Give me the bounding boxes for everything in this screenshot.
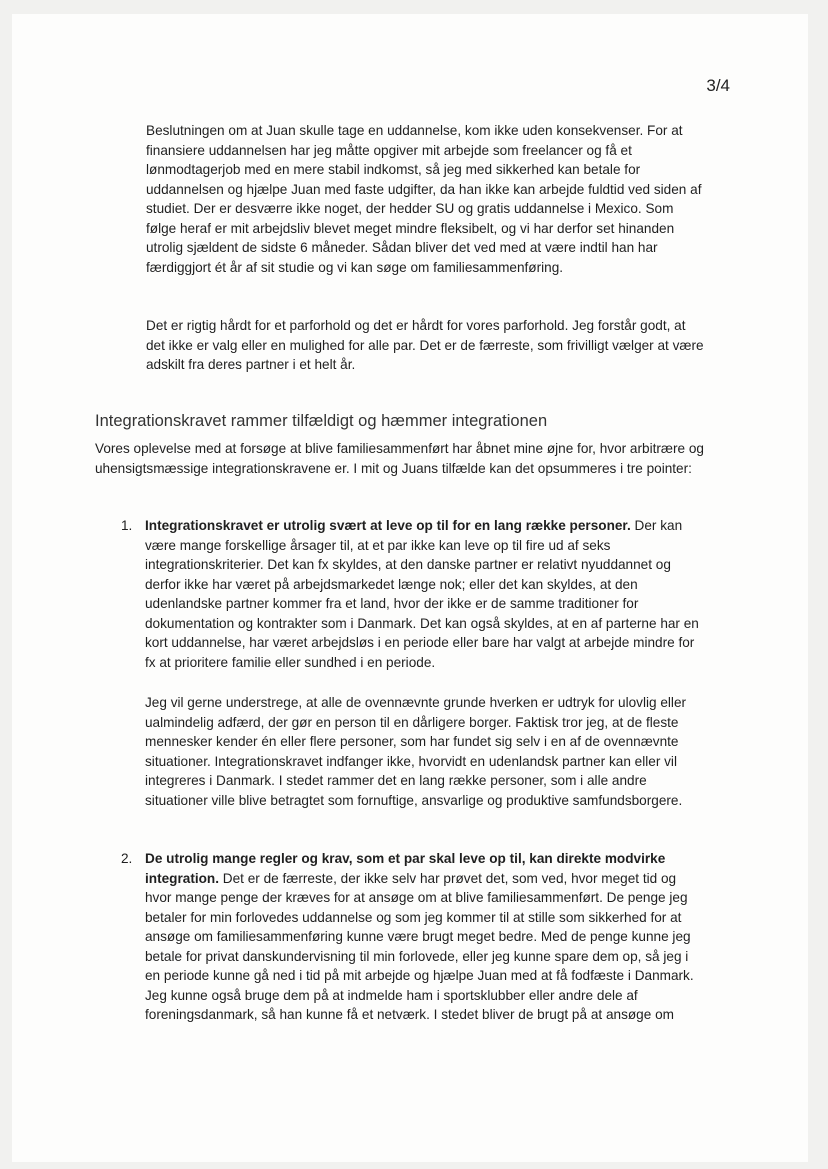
section-heading: Integrationskravet rammer tilfældigt og hæmmer integrationen xyxy=(95,412,548,430)
body-paragraph: Det er rigtig hårdt for et parforhold og det er hårdt for vores parforhold. Jeg forstår godt, at det ikke er valg eller en mulighed for alle par. Det er de færreste, som frivilligt vælger at være adskilt fra deres partner i et helt år. xyxy=(146,318,704,372)
list-item-text: Der kan være mange forskellige årsager til, at et par ikke kan leve op til fire ud af seks integrationskriterier. Det kan fx skyldes, at den danske partner er relativt nyuddannet og derfor ikke har været på arbejdsmarkedet længe nok; eller det kan skyldes, at den udenlandske partner kommer fra et land, hvor der ikke er de samme traditioner for dokumentation og kontrakter som i Danmark. Det kan også skyldes, at en af parterne har en kort uddannelse, har været arbejdsløs i en periode eller bare har valgt at arbejde mindre for fx at prioritere familie eller sundhed i en periode. xyxy=(145,518,699,670)
list-item-lead: Integrationskravet er utrolig svært at leve op til for en lang række personer. xyxy=(145,518,631,533)
body-paragraph: Beslutningen om at Juan skulle tage en uddannelse, kom ikke uden konsekvenser. For at finansiere uddannelsen har jeg måtte opgiver mit arbejde som freelancer og få et lønmodtagerjob med en mere stabil indkomst, så jeg med sikkerhed kan betale for uddannelsen og hjælpe Juan med faste udgifter, da han ikke kan arbejde fuldtid ved siden af studiet. Der er desværre ikke noget, der hedder SU og gratis uddannelse i Mexico. Som følge heraf er mit arbejdsliv blevet meget mindre fleksibelt, og vi har derfor set hinanden utrolig sjældent de sidste 6 måneder. Sådan bliver det ved med at være indtil han har færdiggjort ét år af sit studie og vi kan søge om familiesammenføring. xyxy=(146,123,702,275)
list-item-text: Det er de færreste, der ikke selv har prøvet det, som ved, hvor meget tid og hvor mange penge der kræves for at ansøge om at blive familiesammenført. De penge jeg betaler for min forlovedes uddannelse og som jeg kommer til at stille som sikkerhed for at ansøge om familiesammenføring kunne være brugt meget bedre. Med de penge kunne jeg betale for privat danskundervisning til min forlovede, eller jeg kunne spare dem op, så jeg i en periode kunne gå ned i tid på mit arbejde og hjælpe Juan med at få fodfæste i Danmark. Jeg kunne også bruge dem på at indmelde ham i sportsklubber eller andre dele af foreningsdanmark, så han kunne få et netværk. I stedet bliver de brugt på at ansøge om xyxy=(145,870,694,1022)
list-number: 1. xyxy=(121,518,133,533)
list-item xyxy=(121,849,705,1025)
list-item-lead: De utrolig mange regler og krav, som et par skal leve op til, kan direkte modvirke integration. xyxy=(145,851,666,886)
page-number: 3/4 xyxy=(706,76,730,95)
list-item xyxy=(121,516,705,672)
intro-paragraph: Vores oplevelse med at forsøge at blive familiesammenført har åbnet mine øjne for, hvor arbitrære og uhensigtsmæssige integrationskravene er. I mit og Juans tilfælde kan det opsummeres i tre pointer: xyxy=(95,441,704,476)
list-item-followup: Jeg vil gerne understrege, at alle de ovennævnte grunde hverken er udtryk for ulovlig eller ualmindelig adfærd, der gør en person til en dårligere borger. Faktisk tror jeg, at de fleste mennesker kender én eller flere personer, som har fundet sig selv i en af de ovennævnte situationer. Integrationskravet indfanger ikke, hvorvidt en udenlandsk partner kan eller vil integreres i Danmark. I stedet rammer det en lang række personer, som i alle andre situationer ville blive betragtet som fornuftige, ansvarlige og produktive samfundsborgere. xyxy=(145,695,687,808)
list-number: 2. xyxy=(121,851,133,866)
